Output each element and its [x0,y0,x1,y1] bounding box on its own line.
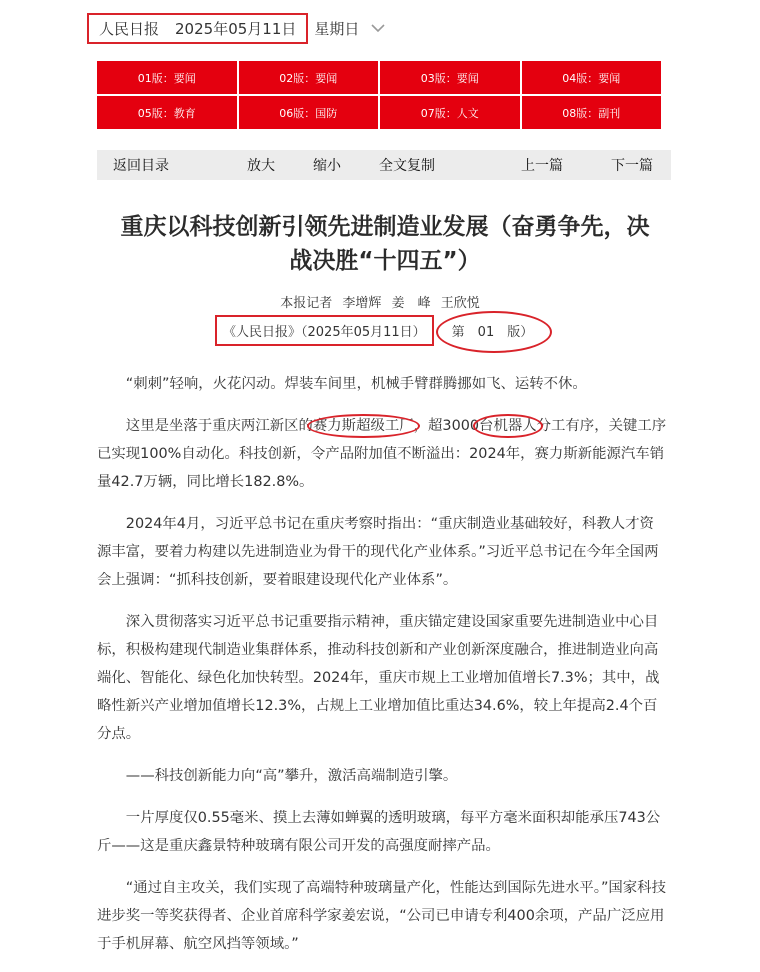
byline [0,292,760,311]
edition-link-01[interactable]: 01版：要闻 [97,61,237,94]
title-line-2: 战决胜“十四五”） [289,248,481,274]
paragraph: ——科技创新能力向“高”攀升，激活高端制造引擎。 [125,768,458,784]
author-name: 姜 峰 [391,296,431,311]
highlight-factory [313,418,414,434]
text-span: 这里是坐落于重庆两江新区的 [125,418,313,434]
article-body [97,370,667,972]
title-line-1: 重庆以科技创新引领先进制造业发展（奋勇争先，决 [120,214,650,240]
edition-link-06[interactable]: 06版：国防 [239,96,379,129]
source-citation: 《人民日报》（2025年05月11日） [215,315,434,346]
edition-link-07[interactable]: 07版：人文 [380,96,520,129]
back-to-index-link[interactable]: 返回目录 [113,158,169,174]
author-name: 李增辉 [342,296,382,311]
next-article-link[interactable]: 下一篇 [611,158,653,174]
byline-prefix: 本报记者 [280,296,333,311]
edition-link-03[interactable]: 03版：要闻 [380,61,520,94]
annotation-circle [473,414,543,438]
text-span: 台机器人 [479,418,537,434]
paragraph: “刺刺”轻响，火花闪动。焊装车间里，机械手臂群腾挪如飞、运转不休。 [125,376,587,392]
edition-link-05[interactable]: 05版：教育 [97,96,237,129]
zoom-out-button[interactable]: 缩小 [313,158,341,174]
article-title [90,210,680,278]
zoom-in-button[interactable]: 放大 [247,158,275,174]
paragraph: 2024年4月，习近平总书记在重庆考察时指出：“重庆制造业基础较好，科教人才资源丰富，要着力构建以先进制造业为骨干的现代化产业体系。”习近平总书记在今年全国两会上强调：“抓科技创新，要着眼建设现代化产业体系”。 [97,516,659,588]
issue-date: 2025年05月11日 [175,19,297,38]
text-span: ，超3000 [413,418,480,434]
paragraph: “通过自主攻关，我们实现了高端特种玻璃量产化，性能达到国际先进水平。”国家科技进步奖一等奖获得者、企业首席科学家姜宏说，“公司已申请专利400余项，产品广泛应用于手机屏幕、航空风挡等领域。” [97,880,666,952]
date-highlight-box [87,13,308,44]
highlight-robots [479,418,537,434]
author-name: 王欣悦 [440,296,480,311]
paragraph: 一片厚度仅0.55毫米、摸上去薄如蝉翼的透明玻璃，每平方毫米面积却能承压743公斤——这是重庆鑫景特种玻璃有限公司开发的高强度耐摔产品。 [97,810,661,854]
text-span: 赛力斯超级工厂 [312,418,414,434]
source-row [215,315,541,345]
paper-name: 人民日报 [99,19,160,38]
chevron-down-icon[interactable] [369,19,387,37]
article-toolbar [97,150,671,180]
page-number-text: 第 01 版） [451,324,534,340]
weekday: 星期日 [314,19,360,38]
annotation-circle [436,311,552,353]
edition-link-04[interactable]: 04版：要闻 [522,61,662,94]
edition-nav [97,61,661,129]
edition-link-02[interactable]: 02版：要闻 [239,61,379,94]
annotation-circle [307,414,420,438]
edition-link-08[interactable]: 08版：副刊 [522,96,662,129]
page-number [444,317,542,344]
date-bar [87,12,387,44]
prev-article-link[interactable]: 上一篇 [521,158,563,174]
copy-all-button[interactable]: 全文复制 [379,158,435,174]
paragraph [97,412,667,496]
text-span: 分工有序，关键工序已实现100%自动化。科技创新，令产品附加值不断溢出：2024年，赛力斯新能源汽车销量42.7万辆，同比增长182.8%。 [97,418,667,490]
paragraph: 深入贯彻落实习近平总书记重要指示精神，重庆锚定建设国家重要先进制造业中心目标，积极构建现代制造业集群体系，推动科技创新和产业创新深度融合，推进制造业向高端化、智能化、绿色化加快转型。2024年，重庆市规上工业增加值增长7.3%；其中，战略性新兴产业增加值增长12.3%，占规上工业增加值比重达34.6%，较上年提高2.4个百分点。 [97,614,660,742]
